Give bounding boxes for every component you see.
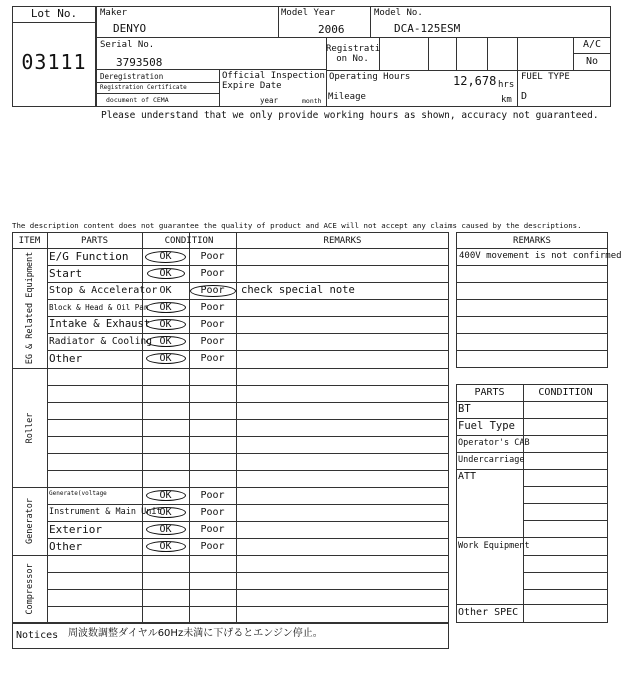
table-row-part: E/G Function <box>49 250 129 263</box>
condition-ok: OK <box>159 490 172 501</box>
model-year-value: 2006 <box>318 23 345 36</box>
operating-hours-label: Operating Hours <box>329 72 411 82</box>
condition-ok: OK <box>159 524 172 535</box>
hours-accuracy-note: Please understand that we only provide working hours as shown, accuracy not guaranteed. <box>101 110 599 121</box>
year-label: year <box>260 96 279 105</box>
mileage-label: Mileage <box>328 92 366 102</box>
ac-label: A/C <box>582 39 602 50</box>
maker-value: DENYO <box>113 22 147 35</box>
ok-circle-mark <box>145 251 186 263</box>
maker-label: Maker <box>100 8 128 18</box>
notices-label: Notices <box>16 630 59 641</box>
parts-header: PARTS <box>474 387 505 398</box>
ok-circle-mark <box>146 524 186 535</box>
condition-ok: OK <box>159 541 172 552</box>
parts-item: Operator's CAB <box>458 438 530 448</box>
ok-circle-mark <box>146 336 186 347</box>
reg-cert-label: Registration Certificate <box>100 84 187 91</box>
condition-poor: Poor <box>200 524 225 535</box>
serial-label: Serial No. <box>100 40 155 50</box>
lot-value: 03111 <box>21 50 87 74</box>
parts-item: Work Equipment <box>458 541 530 551</box>
condition-ok: OK <box>159 319 172 330</box>
table-row-part: Intake & Exhaust <box>49 318 151 330</box>
condition-poor: Poor <box>200 336 225 347</box>
condition-poor: Poor <box>200 251 225 262</box>
table-row-part: Radiator & Cooling <box>49 336 152 347</box>
operating-hours-value: 12,678 <box>453 74 497 88</box>
registration-label-2: on No. <box>336 54 369 64</box>
table-row-part: Start <box>49 267 83 280</box>
ok-circle-mark <box>146 302 186 313</box>
ok-circle-mark <box>146 490 186 501</box>
km-unit: km <box>501 95 512 105</box>
ac-value: No <box>585 56 599 67</box>
condition-poor: Poor <box>200 353 225 364</box>
notices-text: 周波数調整ダイヤル60Hz未満に下げるとエンジン停止。 <box>68 628 323 639</box>
condition-ok: OK <box>159 285 172 296</box>
deregistration-label: Deregistration <box>100 72 164 81</box>
parts-item: Undercarriage <box>458 455 525 465</box>
condition-poor: Poor <box>200 319 225 330</box>
condition-ok: OK <box>159 353 172 364</box>
disclaimer-text: The description content does not guarantee the quality of product and ACE will not accept any claims caused by the descriptions. <box>12 221 582 230</box>
condition-ok: OK <box>159 336 172 347</box>
condition-ok: OK <box>159 302 172 313</box>
section-roller-label: Roller <box>25 412 35 444</box>
table-row-part: Stop & Accelerator <box>49 285 158 296</box>
col-condition-header: CONDITION <box>164 236 214 246</box>
parts-item: ATT <box>458 471 477 482</box>
section-eg-label: EG & Related Equipment <box>25 251 35 365</box>
ok-circle-mark <box>146 507 186 518</box>
ok-circle-mark <box>147 268 185 279</box>
col-remarks-header: REMARKS <box>323 236 362 246</box>
remarks-header: REMARKS <box>513 236 551 246</box>
condition-ok: OK <box>159 251 172 262</box>
model-no-label: Model No. <box>374 8 423 18</box>
condition-poor: Poor <box>200 268 225 279</box>
condition-header: CONDITION <box>538 387 593 398</box>
condition-ok: OK <box>159 507 172 518</box>
serial-value: 3793508 <box>116 56 163 69</box>
lot-label: Lot No. <box>30 7 78 20</box>
remark-text: check special note <box>241 284 355 296</box>
condition-poor: Poor <box>200 302 225 313</box>
inspection-label-1: Official Inspection <box>222 71 325 81</box>
condition-poor: Poor <box>200 541 225 552</box>
ok-circle-mark <box>146 319 186 330</box>
table-row-part: Exterior <box>49 523 102 536</box>
model-no-value: DCA-125ESM <box>394 22 461 35</box>
model-year-label: Model Year <box>281 8 336 18</box>
table-row-part: Generate(voltage <box>49 490 107 497</box>
condition-poor: Poor <box>200 490 225 501</box>
condition-ok: OK <box>159 268 172 279</box>
condition-poor: Poor <box>200 285 225 296</box>
table-row-part: Instrument & Main Unit <box>49 507 162 517</box>
remarks-row-text: 400V movement is not confirmed <box>459 251 622 261</box>
ok-circle-mark <box>146 541 186 552</box>
cema-label: document of CEMA <box>106 96 169 104</box>
section-compressor-label: Compressor <box>25 563 35 615</box>
inspection-label-2: Expire Date <box>222 81 282 91</box>
fuel-type-label: FUEL TYPE <box>521 72 570 82</box>
col-item-header: ITEM <box>18 236 41 246</box>
table-row-part: Block & Head & Oil Pan <box>49 303 149 312</box>
ok-circle-mark <box>146 353 186 364</box>
condition-poor: Poor <box>200 507 225 518</box>
parts-item: Fuel Type <box>458 420 515 432</box>
table-row-part: Other <box>49 352 83 365</box>
poor-circle-mark <box>190 285 236 297</box>
fuel-type-value: D <box>521 91 528 102</box>
parts-item: Other SPEC <box>458 607 519 618</box>
month-label: month <box>302 97 322 105</box>
col-parts-header: PARTS <box>80 236 109 246</box>
table-row-part: Other <box>49 540 83 553</box>
section-generator-label: Generator <box>25 497 35 545</box>
parts-item: BT <box>458 403 471 415</box>
hrs-unit: hrs <box>498 80 515 90</box>
registration-label-1: Registrati <box>326 44 381 54</box>
